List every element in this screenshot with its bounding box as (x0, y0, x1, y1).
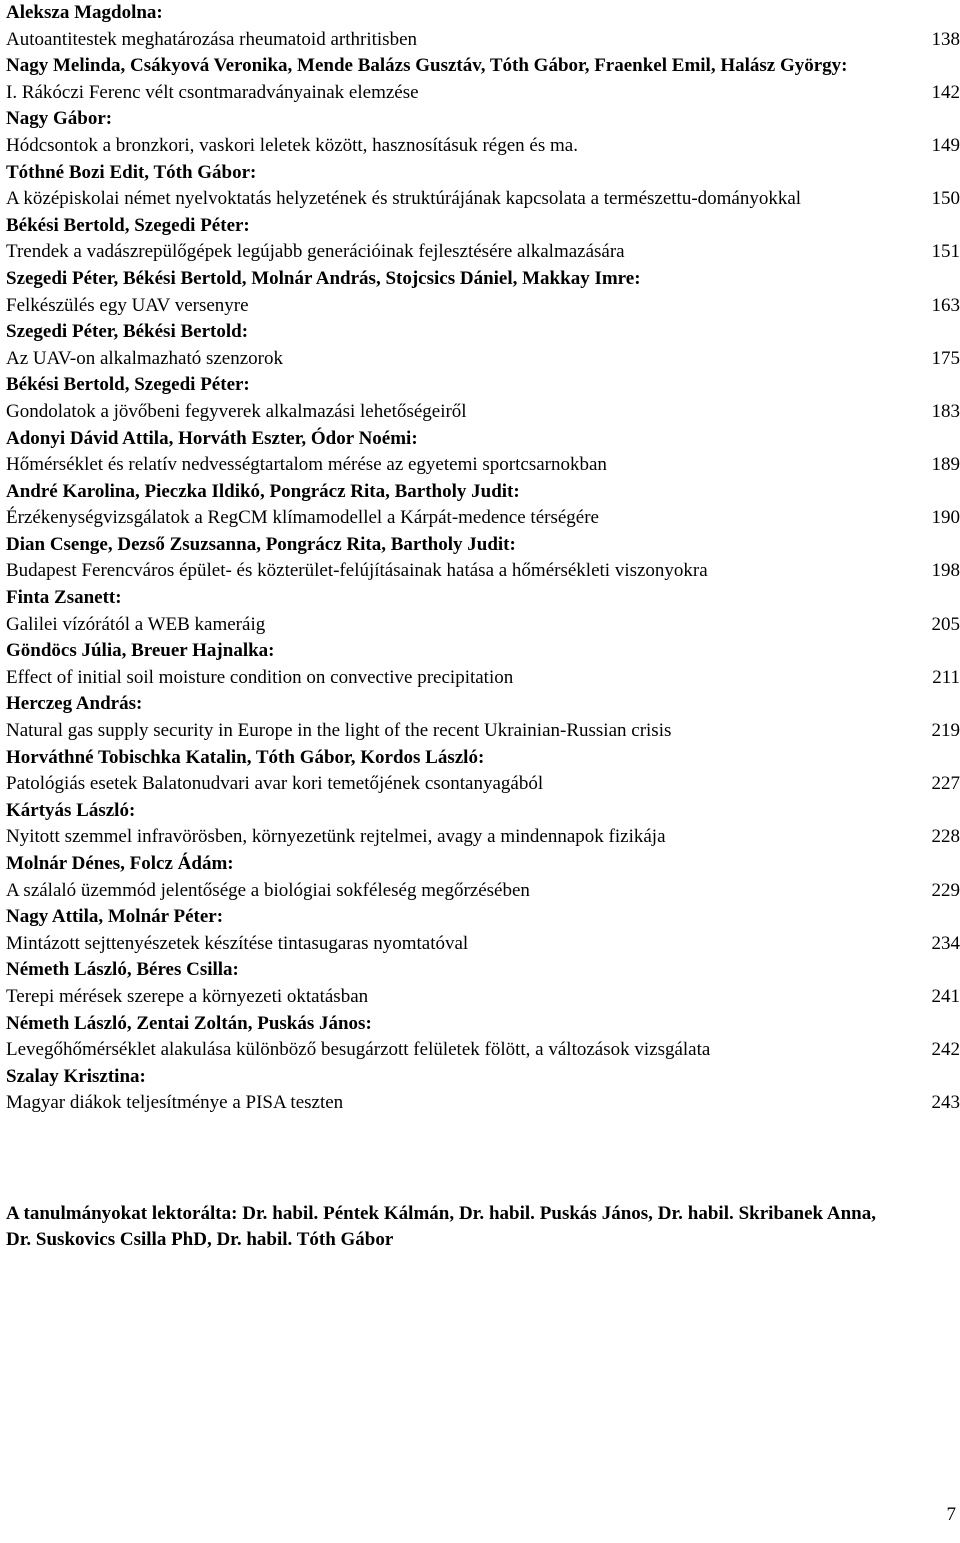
entry-page-number: 198 (931, 560, 960, 582)
entry-authors: Herczeg András: (6, 693, 143, 715)
entry-page-number: 183 (931, 400, 960, 422)
toc-entry (6, 798, 960, 851)
entry-title-row (6, 824, 960, 851)
entry-authors: Nagy Attila, Molnár Péter: (6, 906, 224, 928)
entry-title: Levegőhőmérséklet alakulása különböző besugárzott felületek fölött, a változások vizsgálata (6, 1039, 711, 1061)
entry-title: Az UAV-on alkalmazható szenzorok (6, 347, 284, 369)
entry-title: Mintázott sejttenyészetek készítése tintasugaras nyomtatóval (6, 932, 469, 954)
entry-authors: Szegedi Péter, Békési Bertold: (6, 321, 249, 343)
entry-title-row (6, 612, 960, 639)
entry-title: A középiskolai német nyelvoktatás helyzetének és struktúrájának kapcsolata a természettu-dományokkal (6, 188, 802, 210)
entry-title-row (6, 80, 960, 107)
entry-title-row (6, 878, 960, 905)
entry-page-number: 227 (931, 773, 960, 795)
entry-authors: Kártyás László: (6, 799, 136, 821)
entry-title-row (6, 399, 960, 426)
entry-title: Patológiás esetek Balatonudvari avar kori temetőjének csontanyagából (6, 773, 544, 795)
entry-page-number: 234 (931, 932, 960, 954)
toc-entry (6, 266, 960, 319)
toc-entry (6, 691, 960, 744)
entry-title: Hódcsontok a bronzkori, vaskori leletek között, hasznosításuk régen és ma. (6, 134, 578, 156)
entry-title: Effect of initial soil moisture condition on convective precipitation (6, 666, 514, 688)
toc-entry (6, 745, 960, 798)
entry-authors: Adonyi Dávid Attila, Horváth Eszter, Ódor Noémi: (6, 427, 418, 449)
entry-title: Gondolatok a jövőbeni fegyverek alkalmazási lehetőségeiről (6, 400, 467, 422)
entry-page-number: 190 (931, 507, 960, 529)
toc-entry (6, 585, 960, 638)
entry-page-number: 241 (931, 985, 960, 1007)
toc-entry (6, 0, 960, 53)
entry-title: Magyar diákok teljesítménye a PISA teszten (6, 1092, 344, 1114)
entry-authors: Németh László, Zentai Zoltán, Puskás János: (6, 1012, 372, 1034)
entry-title-row (6, 1037, 960, 1064)
entry-title-row (6, 27, 960, 54)
entry-page-number: 175 (931, 347, 960, 369)
entry-authors: Finta Zsanett: (6, 587, 122, 609)
reviewers-note: A tanulmányokat lektorálta: Dr. habil. Péntek Kálmán, Dr. habil. Puskás János, Dr. habil. Skribanek Anna, Dr. Suskovics Csilla PhD, Dr. habil. Tóth Gábor (6, 1203, 876, 1250)
toc-entry (6, 1011, 960, 1064)
entry-authors: Békési Bertold, Szegedi Péter: (6, 214, 250, 236)
entry-authors: Molnár Dénes, Folcz Ádám: (6, 853, 234, 874)
entry-page-number: 211 (932, 666, 960, 688)
entry-page-number: 163 (931, 294, 960, 316)
entry-page-number: 228 (931, 826, 960, 848)
toc-entry (6, 106, 960, 159)
entry-page-number: 150 (931, 188, 960, 210)
entry-title-row (6, 452, 960, 479)
entry-title-row (6, 293, 960, 320)
entry-title-row (6, 1090, 960, 1117)
entry-title-row (6, 133, 960, 160)
entry-authors: Göndöcs Júlia, Breuer Hajnalka: (6, 640, 275, 662)
entry-title: A szálaló üzemmód jelentősége a biológiai sokféleség megőrzésében (6, 879, 530, 901)
toc-entry (6, 372, 960, 425)
toc-entry (6, 532, 960, 585)
entry-title: Natural gas supply security in Europe in the light of the recent Ukrainian-Russian crisis (6, 720, 672, 742)
entry-page-number: 151 (931, 241, 960, 263)
entry-authors: Szegedi Péter, Békési Bertold, Molnár András, Stojcsics Dániel, Makkay Imre: (6, 267, 641, 289)
entry-title-row (6, 505, 960, 532)
toc-entry (6, 53, 960, 106)
entry-authors: Nagy Gábor: (6, 108, 113, 130)
entry-title: Trendek a vadászrepülőgépek legújabb generációinak fejlesztésére alkalmazására (6, 241, 625, 263)
entry-authors: André Karolina, Pieczka Ildikó, Pongrácz Rita, Bartholy Judit: (6, 480, 520, 502)
entry-authors: Horváthné Tobischka Katalin, Tóth Gábor, Kordos László: (6, 746, 485, 768)
entry-title-row (6, 558, 960, 585)
entry-page-number: 242 (931, 1039, 960, 1061)
entry-authors: Tóthné Bozi Edit, Tóth Gábor: (6, 161, 257, 183)
entry-page-number: 219 (931, 720, 960, 742)
toc-entry (6, 160, 960, 213)
entry-authors: Dian Csenge, Dezső Zsuzsanna, Pongrácz Rita, Bartholy Judit: (6, 533, 516, 555)
toc-entry (6, 426, 960, 479)
entry-title: Budapest Ferencváros épület- és közterület-felújításainak hatása a hőmérsékleti viszonyokra (6, 560, 708, 582)
entry-title: Hőmérséklet és relatív nedvességtartalom mérése az egyetemi sportcsarnokban (6, 454, 607, 476)
entry-page-number: 243 (931, 1092, 960, 1114)
entry-title-row (6, 186, 960, 213)
entry-title-row (6, 665, 960, 692)
entry-title: Nyitott szemmel infravörösben, környezetünk rejtelmei, avagy a mindennapok fizikája (6, 826, 666, 848)
entry-authors: Szalay Krisztina: (6, 1065, 146, 1087)
entry-authors: Nagy Melinda, Csákyová Veronika, Mende Balázs Gusztáv, Tóth Gábor, Fraenkel Emil, Halász György: (6, 55, 848, 77)
toc-entry (6, 957, 960, 1010)
entry-title-row (6, 771, 960, 798)
entry-page-number: 149 (931, 134, 960, 156)
toc-entry (6, 638, 960, 691)
entry-title-row (6, 346, 960, 373)
entry-title: Galilei vízórától a WEB kameráig (6, 613, 266, 635)
entry-title-row (6, 984, 960, 1011)
toc-entry (6, 851, 960, 904)
entry-page-number: 189 (931, 454, 960, 476)
entry-page-number: 205 (931, 613, 960, 635)
entry-title: Terepi mérések szerepe a környezeti oktatásban (6, 985, 369, 1007)
entry-page-number: 229 (931, 879, 960, 901)
page-number: 7 (946, 1504, 956, 1525)
toc-entry (6, 213, 960, 266)
table-of-contents (6, 0, 960, 1117)
entry-title-row (6, 718, 960, 745)
entry-authors: Aleksza Magdolna: (6, 2, 163, 23)
entry-title: Autoantitestek meghatározása rheumatoid arthritisben (6, 28, 417, 50)
entry-title: Felkészülés egy UAV versenyre (6, 294, 249, 316)
entry-page-number: 138 (931, 28, 960, 50)
toc-entry (6, 319, 960, 372)
entry-title: Érzékenységvizsgálatok a RegCM klímamodellel a Kárpát-medence térségére (6, 507, 599, 529)
toc-entry (6, 904, 960, 957)
entry-authors: Németh László, Béres Csilla: (6, 959, 239, 981)
toc-entry (6, 479, 960, 532)
entry-page-number: 142 (931, 81, 960, 103)
entry-title: I. Rákóczi Ferenc vélt csontmaradványainak elemzése (6, 81, 419, 103)
toc-entry (6, 1064, 960, 1117)
entry-title-row (6, 239, 960, 266)
entry-authors: Békési Bertold, Szegedi Péter: (6, 374, 250, 396)
entry-title-row (6, 931, 960, 958)
